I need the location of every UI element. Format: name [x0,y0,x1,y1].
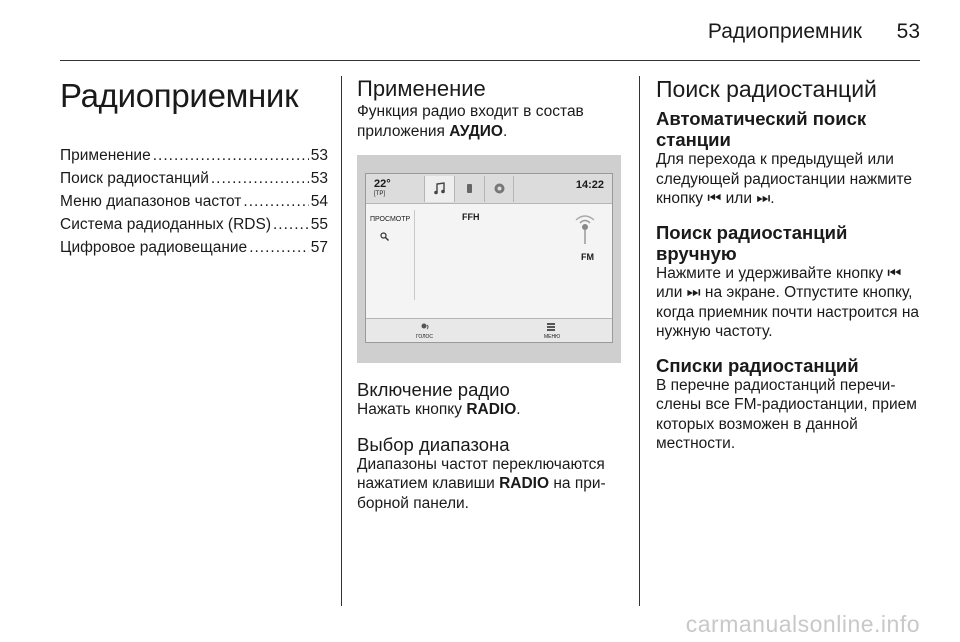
toc-leader [153,144,309,167]
toc-label: Меню диапазонов частот [60,193,242,210]
music-note-icon [433,182,446,195]
switch-on-text [357,400,623,420]
band-select-body: Диапазоны частот переключаются нажатием клавиши [357,455,605,492]
toc-leader [249,236,309,259]
band-select-text [357,455,623,514]
running-title: Радиоприемник [707,20,862,43]
toc-label: Применение [60,147,151,164]
auto-search-or: или [721,190,757,207]
auto-search-text [656,150,924,209]
column-rule-right [639,76,640,606]
phone-icon [463,182,476,195]
voice-icon[interactable] [420,322,432,332]
toc-entry[interactable] [60,167,328,190]
screen-bottom-bar [366,318,612,342]
radio-keyword: RADIO [499,475,550,492]
toc-page: 55 [310,216,328,233]
toc-column [60,76,328,259]
voice-button[interactable]: ГОЛОС [416,334,434,340]
auto-search-body: Для перехода к предыдущей или следующей радиостанции нажмите кнопку [656,151,912,207]
tab-phone[interactable] [454,176,484,202]
search-column [656,76,924,454]
manual-search-heading: Поиск радиостанций вручную [656,221,848,264]
menu-icon[interactable] [546,322,558,332]
toc-entry[interactable] [60,213,328,236]
infotainment-screen [365,173,613,343]
seek-back-icon: ⏮ [707,190,722,207]
auto-search-end: . [770,190,775,207]
audio-keyword: АУДИО [449,122,503,140]
toc-label: Система радиоданных (RDS) [60,216,271,233]
radio-keyword: RADIO [466,401,517,418]
search-icon[interactable] [380,232,389,241]
toc-leader [243,190,308,213]
switch-on-heading: Включение радио [357,379,510,400]
screen-status-bar [366,174,612,204]
station-name: FFH [462,212,480,222]
gear-icon [493,182,506,195]
search-heading: Поиск радиостанций [656,76,877,102]
toc-page: 54 [310,193,328,210]
manual-search-text [656,264,924,342]
chapter-title: Радиоприемник [60,77,299,114]
toc-page: 57 [310,239,328,256]
table-of-contents [60,144,328,259]
toc-entry[interactable] [60,190,328,213]
page-number: 53 [896,20,920,43]
radio-antenna-icon [572,210,598,246]
usage-column [357,76,623,513]
toc-leader [211,167,309,190]
band-select-body-end: на приборной панели. [357,475,606,512]
usage-intro-text: Функция радио входит в состав приложения [357,103,584,140]
usage-intro-end: . [502,122,508,140]
toc-entry[interactable] [60,236,328,259]
toc-page: 53 [310,170,328,187]
usage-heading: Применение [357,76,486,101]
manual-search-body: Нажмите и удерживайте кнопку [656,264,888,282]
toc-label: Цифровое радиовещание [60,239,248,256]
toc-leader [273,213,309,236]
tp-indicator: [TP] [374,191,386,197]
toc-page: 53 [310,147,328,164]
seek-forward-icon: ⏭ [686,284,701,301]
menu-button[interactable]: МЕНЮ [544,334,561,340]
seek-back-icon: ⏮ [887,264,902,282]
running-head [0,18,960,48]
seek-forward-icon: ⏭ [756,190,771,207]
screen-divider [414,210,415,300]
toc-entry[interactable] [60,144,328,167]
manual-search-or: или [656,284,687,301]
clock-readout: 14:22 [575,179,604,191]
toc-label: Поиск радиостанций [60,170,209,187]
tab-audio[interactable] [424,176,454,202]
radio-screen-figure [357,155,621,363]
auto-search-heading: Автоматический поиск станции [656,108,867,150]
band-select-heading: Выбор диапазона [357,433,510,455]
band-indicator: FM [581,252,594,262]
header-rule [60,60,920,61]
station-lists-heading: Списки радиостанций [656,354,859,376]
station-lists-text: В перечне радиостанций перечислены все FM-радиостанции, прием которых возможен в данной местности. [656,376,917,452]
column-rule-left [341,76,342,606]
browse-button[interactable]: ПРОСМОТР [370,216,411,223]
switch-on-end: . [516,401,521,418]
watermark: carmanualsonline.info [685,611,920,637]
manual-search-body-end: на экране. Отпустите кнопку, когда приемник почти настроится на нужную частоту. [656,284,920,340]
usage-intro [357,102,623,141]
temperature-readout: 22° [374,178,391,190]
switch-on-body: Нажать кнопку [357,401,467,418]
tab-settings[interactable] [484,176,514,202]
